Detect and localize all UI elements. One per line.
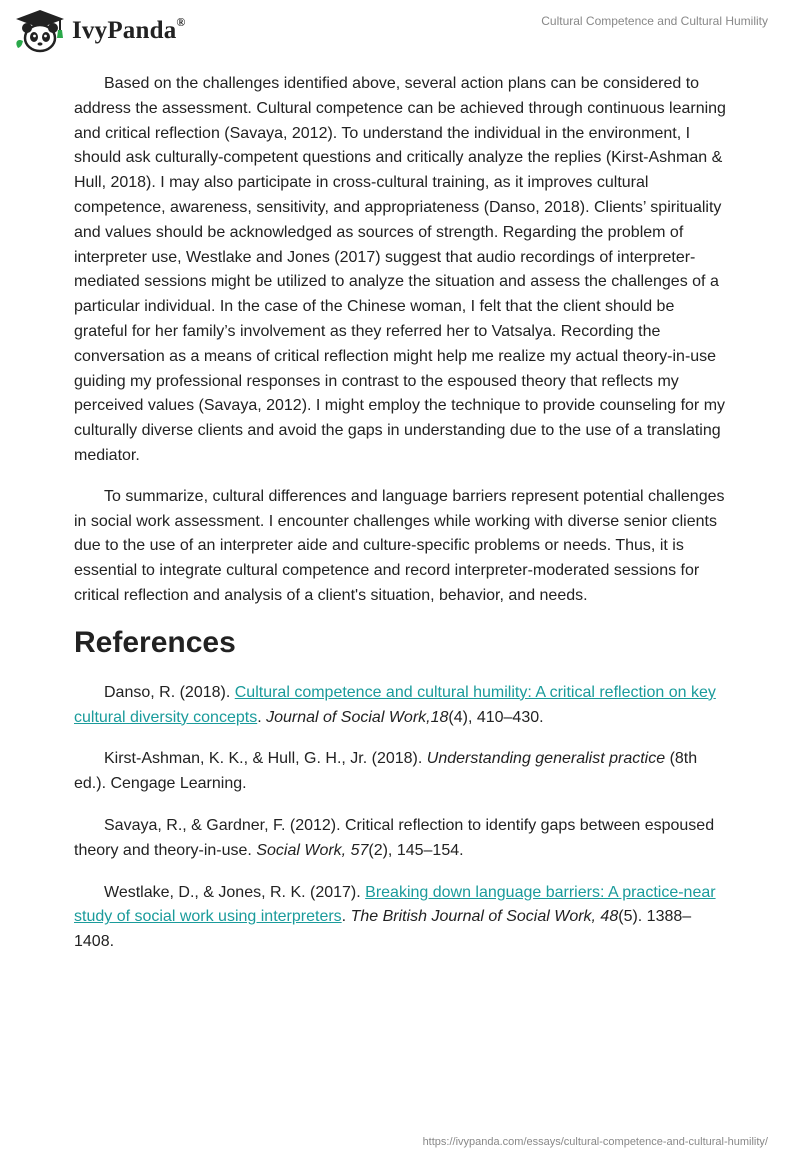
page-header [0, 0, 800, 60]
reference-danso: Danso, R. (2018). Cultural competence and cultural humility: A critical reflection on key cultural diversity concepts. Journal of Social Work,18(4), 410–430. [74, 683, 716, 726]
brand-name: IvyPanda® [72, 15, 186, 44]
danso-article-link[interactable]: Cultural competence and cultural humility: A critical reflection on key cultural diversity concepts [74, 683, 716, 726]
ivypanda-logo[interactable] [12, 8, 186, 54]
reference-savaya: Savaya, R., & Gardner, F. (2012). Critical reflection to identify gaps between espoused theory and theory-in-use. Social Work, 57(2), 145–154. [74, 816, 715, 859]
source-url: https://ivypanda.com/essays/cultural-competence-and-cultural-humility/ [422, 1136, 768, 1148]
body-paragraph: To summarize, cultural differences and language barriers represent potential challenges in social work assessment. I encounter challenges while working with diverse senior clients due to the use of an interpreter aide and culture-specific problems or needs. Thus, it is essential to integrate cultural competence and record interpreter-moderated sessions for critical reflection and analysis of a client's situation, behavior, and needs. [74, 487, 725, 604]
panda-grad-cap-icon [12, 8, 68, 54]
westlake-article-link[interactable]: Breaking down language barriers: A practice-near study of social work using interpreters [74, 883, 716, 926]
essay-content [74, 72, 726, 972]
reference-westlake: Westlake, D., & Jones, R. K. (2017). Breaking down language barriers: A practice-near study of social work using interpreters. The British Journal of Social Work, 48(5). 1388–1408. [74, 883, 716, 951]
reference-kirst-ashman: Kirst-Ashman, K. K., & Hull, G. H., Jr. (2018). Understanding generalist practice (8th ed.). Cengage Learning. [74, 750, 698, 793]
body-paragraph: Based on the challenges identified above, several action plans can be considered to address the assessment. Cultural competence can be achieved through continuous learning and critical reflection (Savaya, 2012). To understand the individual in the environment, I should ask culturally-competent questions and critically analyze the replies (Kirst-Ashman & Hull, 2018). I may also participate in cross-cultural training, as it improves cultural competence, awareness, sensitivity, and appropriateness (Danso, 2018). Clients’ spirituality and values should be acknowledged as sources of strength. Regarding the problem of interpreter use, Westlake and Jones (2017) suggest that audio recordings of interpreter-mediated sessions might be utilized to analyze the situation and assess the challenges of a particular individual. In the case of the Chinese woman, I felt that the client should be grateful for her family’s involvement as they referred her to Vatsalya. Recording the conversation as a means of critical reflection might help me realize my actual theory-in-use guiding my professional responses in contrast to the espoused theory that reflects my perceived values (Savaya, 2012). I might employ the technique to provide counseling for my culturally diverse clients and avoid the gaps in understanding due to the use of a translating mediator. [74, 75, 726, 464]
document-title: Cultural Competence and Cultural Humility [541, 14, 768, 28]
references-heading: References [74, 625, 236, 659]
